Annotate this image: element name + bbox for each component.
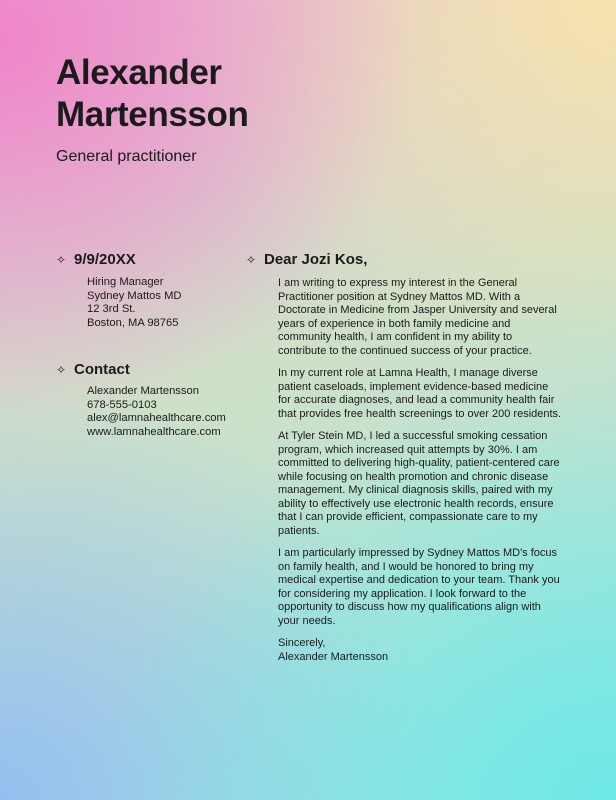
letter-body xyxy=(278,277,562,664)
job-title: General practitioner xyxy=(56,148,197,165)
contact-email: alex@lamnahealthcare.com xyxy=(87,412,226,425)
date-heading xyxy=(56,251,136,268)
letter-date: 9/9/20XX xyxy=(74,251,136,268)
contact-phone: 678-555-0103 xyxy=(87,398,157,411)
sparkle-icon: ✧ xyxy=(56,362,67,377)
signature-name: Alexander Martensson xyxy=(278,650,389,663)
sparkle-icon: ✧ xyxy=(246,252,257,267)
recipient-line: Hiring Manager xyxy=(87,276,164,288)
sparkle-icon: ✧ xyxy=(56,252,67,267)
applicant-first-name: Alexander xyxy=(56,53,222,92)
letter-paragraph: I am writing to express my interest in the General Practitioner position at Sydney Mattos MD. With a Doctorate in Medicine from Jasper University and several years of experience in both family medicine and community health, I am confident in my ability to contribute to the continued success of your practice. xyxy=(278,277,557,357)
letter-paragraph: At Tyler Stein MD, I led a successful smoking cessation program, which increased quit attempts by 30%. I am committed to delivering high-quality, patient-centered care while focusing on health promotion and chronic disease management. My clinical diagnosis skills, paired with my ability to effectively use electronic health records, ensure that I can provide efficient, compassionate care to my patients. xyxy=(278,430,560,537)
letter-paragraph: I am particularly impressed by Sydney Mattos MD's focus on family health, and I would be honored to bring my medical expertise and dedication to your team. Thank you for considering my application. I look forward to the opportunity to discuss how my qualifications align with your needs. xyxy=(278,547,560,627)
contact-details xyxy=(87,385,226,439)
contact-heading xyxy=(56,361,130,378)
closing-phrase: Sincerely, xyxy=(278,637,326,649)
contact-heading-label: Contact xyxy=(74,361,130,378)
letter-closing xyxy=(278,637,562,664)
recipient-address xyxy=(87,276,182,330)
recipient-line: Boston, MA 98765 xyxy=(87,316,179,329)
contact-name: Alexander Martensson xyxy=(87,385,199,397)
letter-paragraph: In my current role at Lamna Health, I manage diverse patient caseloads, implement evidence-based medicine for accurate diagnoses, and lead a community health fair that provides free health screenings to over 200 residents. xyxy=(278,367,562,420)
applicant-name xyxy=(56,52,248,136)
recipient-line: 12 3rd St. xyxy=(87,303,136,316)
salutation: Dear Jozi Kos, xyxy=(264,251,368,268)
recipient-line: Sydney Mattos MD xyxy=(87,289,182,302)
contact-website: www.lamnahealthcare.com xyxy=(87,425,221,438)
salutation-heading xyxy=(246,251,367,268)
applicant-last-name: Martensson xyxy=(56,95,249,134)
